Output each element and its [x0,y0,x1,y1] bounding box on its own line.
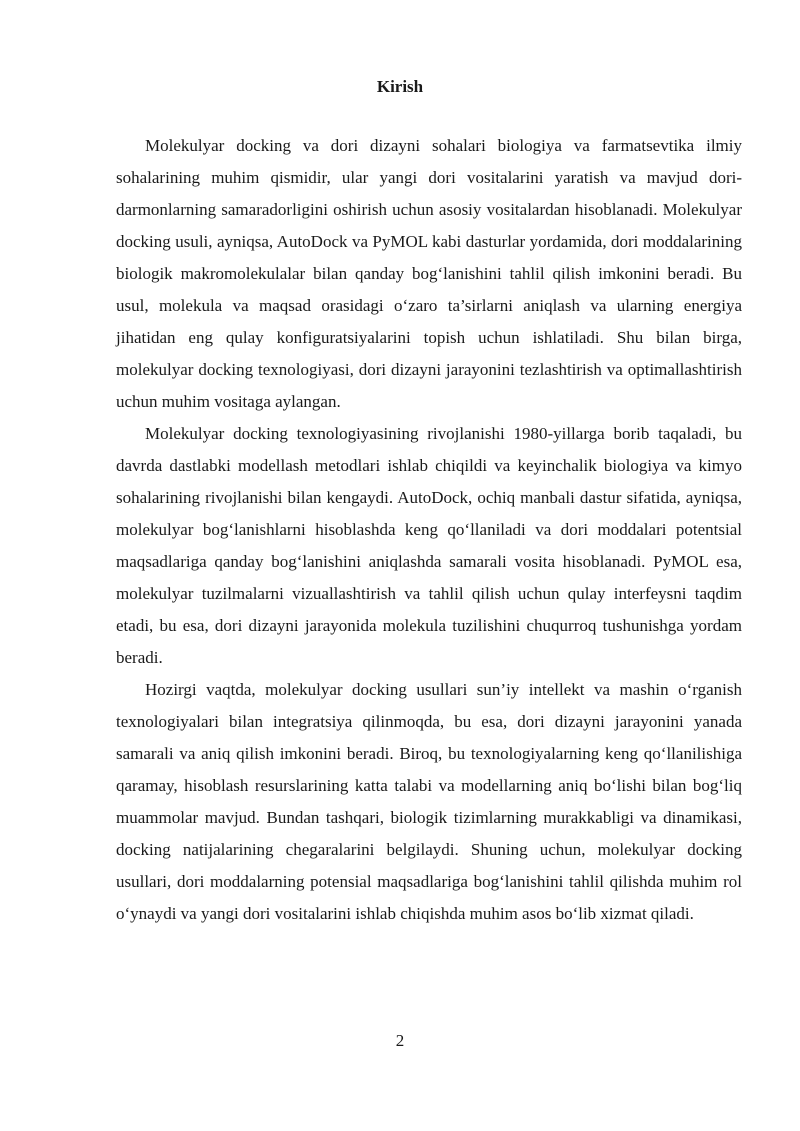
paragraph-3: Hozirgi vaqtda, molekulyar docking usullari sun’iy intellekt va mashin o‘rganish texnologiyalari bilan integratsiya qilinmoqda, bu esa, dori dizayni jarayonini yanada samarali va aniq qilish imkonini beradi. Biroq, bu texnologiyalarning keng qo‘llanilishiga qaramay, hisoblash resurslarining katta talabi va modellarning aniq bo‘lishi bilan bog‘liq muammolar mavjud. Bundan tashqari, biologik tizimlarning murakkabligi va dinamikasi, docking natijalarining chegaralarini belgilaydi. Shuning uchun, molekulyar docking usullari, dori moddalarning potensial maqsadlariga bog‘lanishini tahlil qilishda muhim rol o‘ynaydi va yangi dori vositalarini ishlab chiqishda muhim asos bo‘lib xizmat qiladi. [116,680,742,923]
section-title: Kirish [376,77,424,96]
page-number: 2 [395,1031,405,1050]
paragraph-1: Molekulyar docking va dori dizayni sohalari biologiya va farmatsevtika ilmiy sohalarining muhim qismidir, ular yangi dori vositalarini yaratish va mavjud dori-darmonlarning samaradorligini oshirish uchun asosiy vositalardan hisoblanadi. Molekulyar docking usuli, ayniqsa, AutoDock va PyMOL kabi dasturlar yordamida, dori moddalarining biologik makromolekulalar bilan qanday bog‘lanishini tahlil qilish imkonini beradi. Bu usul, molekula va maqsad orasidagi o‘zaro ta’sirlarni aniqlash va ularning energiya jihatidan eng qulay konfiguratsiyalarini topish uchun ishlatiladi. Shu bilan birga, molekulyar docking texnologiyasi, dori dizayni jarayonini tezlashtirish va optimallashtirish uchun muhim vositaga aylangan. [116,136,742,411]
section-body [116,130,742,930]
paragraph-2: Molekulyar docking texnologiyasining rivojlanishi 1980-yillarga borib taqaladi, bu davrda dastlabki modellash metodlari ishlab chiqildi va keyinchalik biologiya va kimyo sohalarining rivojlanishi bilan kengaydi. AutoDock, ochiq manbali dastur sifatida, ayniqsa, molekulyar bog‘lanishlarni hisoblashda keng qo‘llaniladi va dori moddalari potentsial maqsadlariga qanday bog‘lanishini aniqlashda samarali vosita hisoblanadi. PyMOL esa, molekulyar tuzilmalarni vizuallashtirish va tahlil qilish uchun qulay interfeysni taqdim etadi, bu esa, dori dizayni jarayonida molekula tuzilishini chuqurroq tushunishga yordam beradi. [116,424,742,667]
